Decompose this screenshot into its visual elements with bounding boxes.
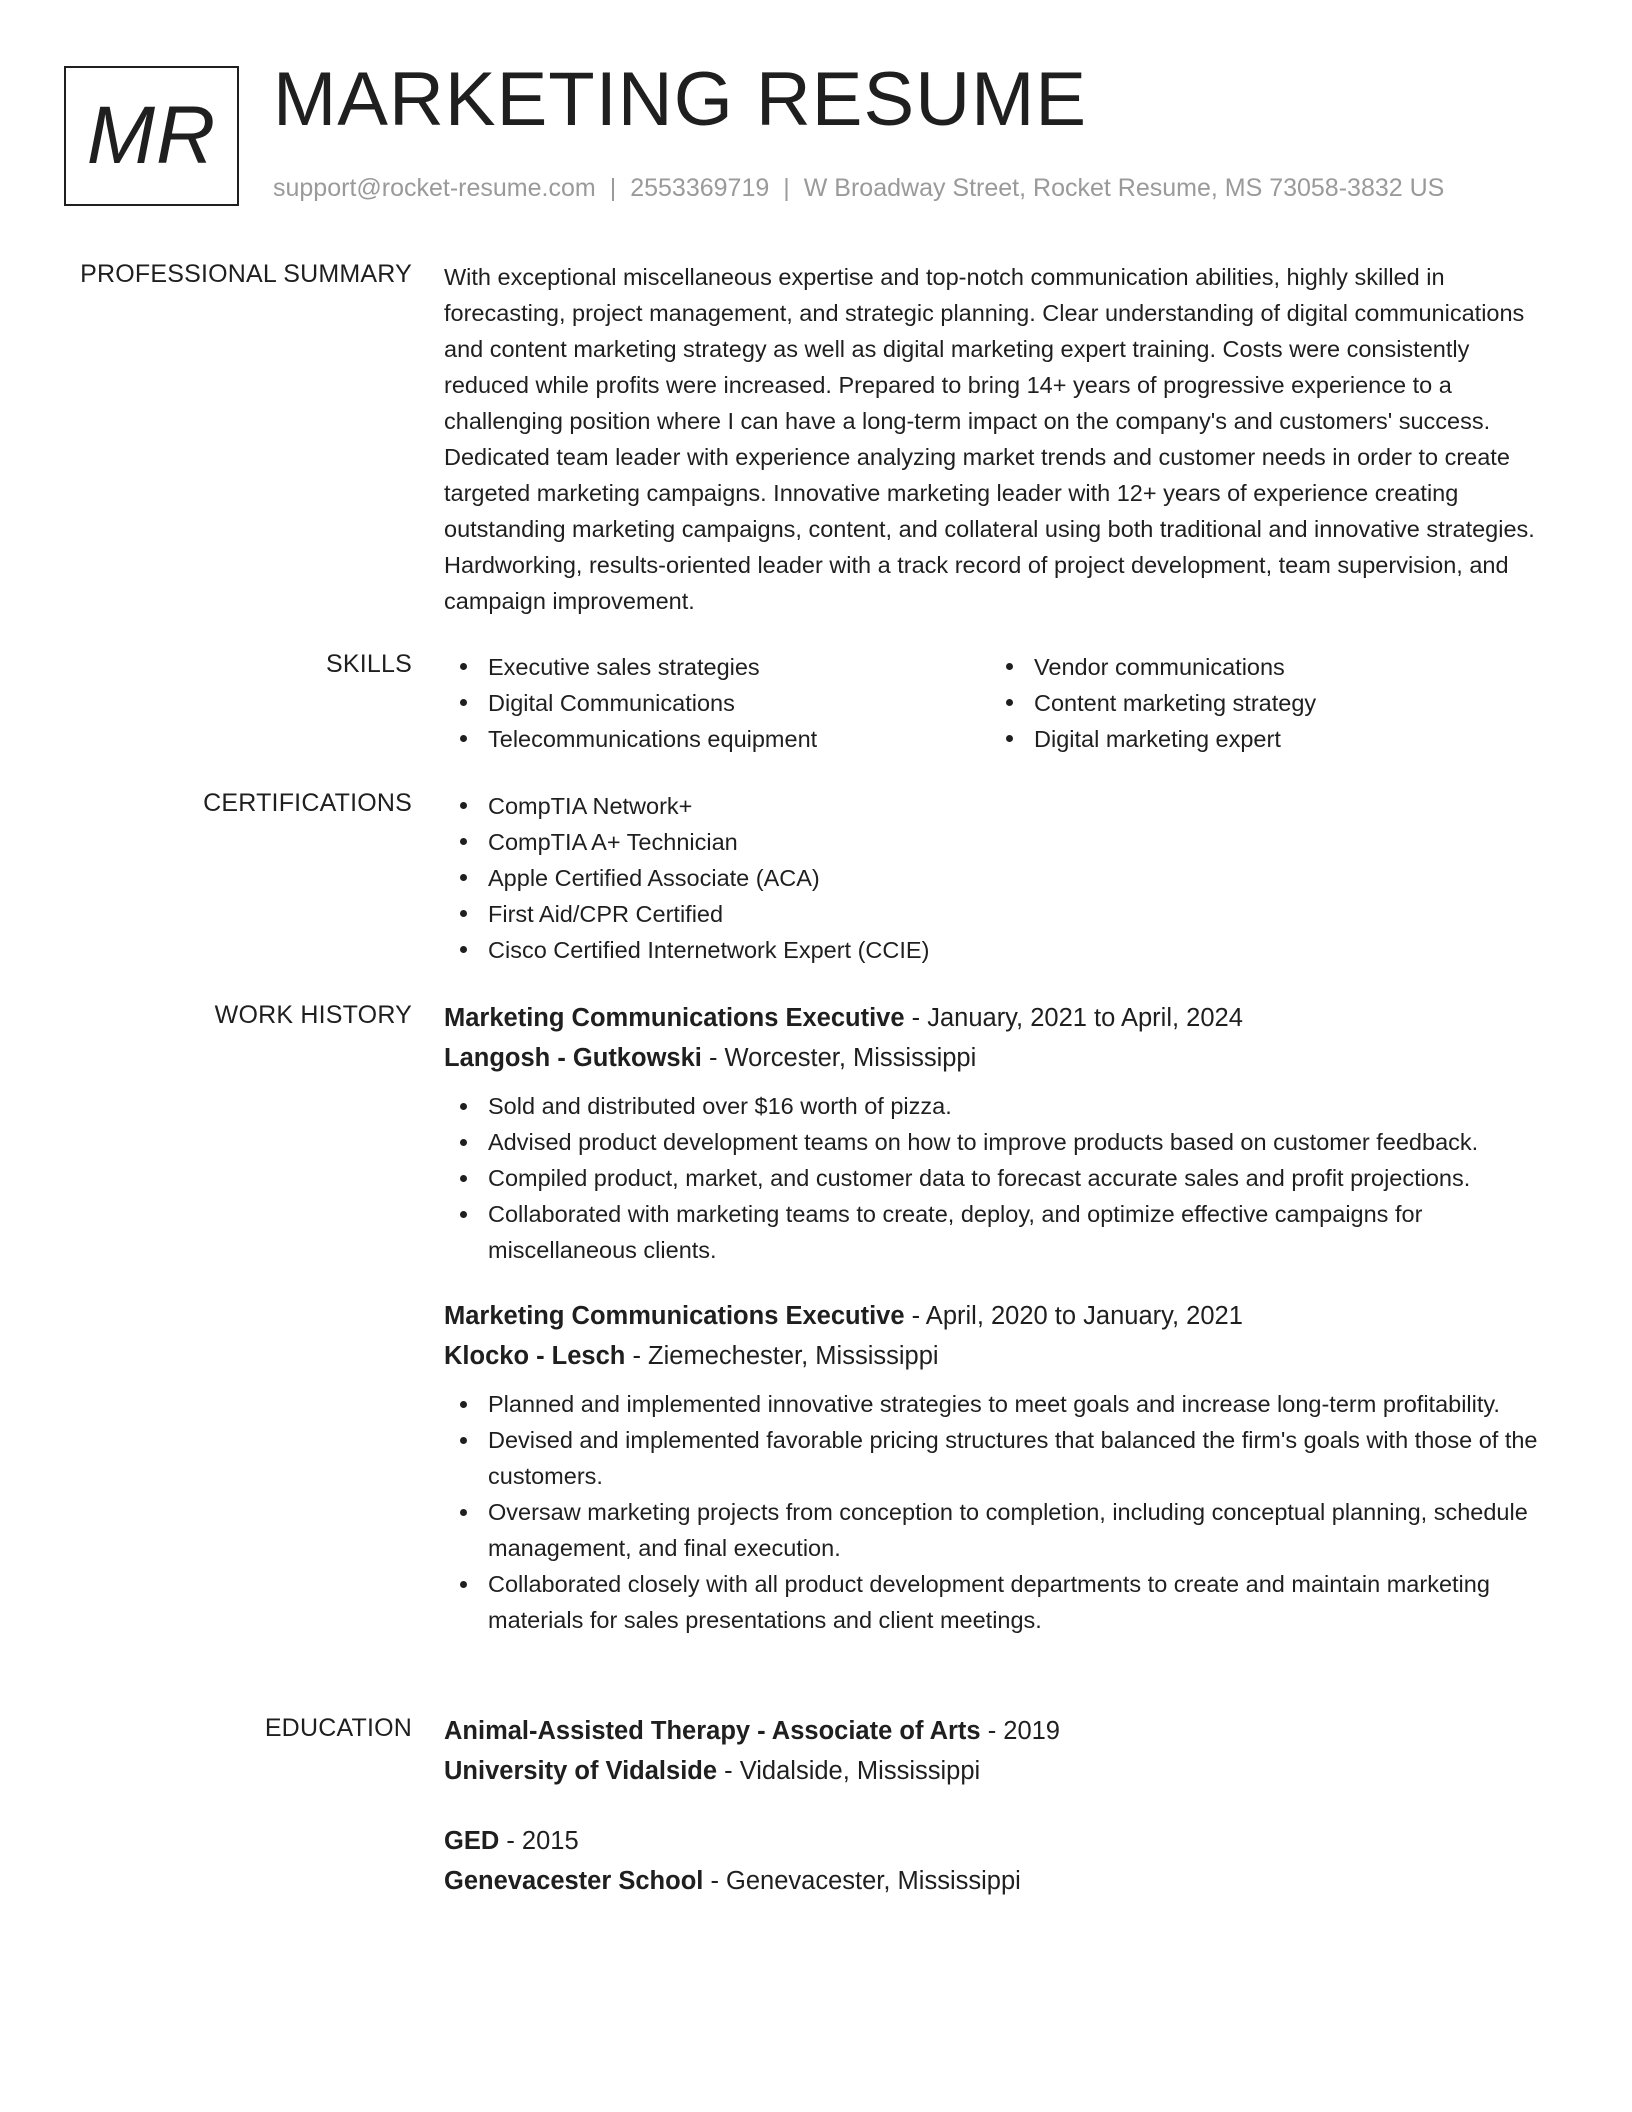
- degree-line: [444, 1821, 1556, 1861]
- list-item: Collaborated closely with all product development departments to create and maintain marketing materials for sales presentations and client meetings.: [444, 1566, 1556, 1638]
- section-heading: EDUCATION: [264, 1714, 412, 1742]
- school-location: - Genevacester, Mississippi: [710, 1867, 1021, 1895]
- job-bullets: [444, 1386, 1556, 1638]
- list-item: Oversaw marketing projects from conception to completion, including conceptual planning, schedule management, and final execution.: [444, 1494, 1556, 1566]
- monogram-initials: MR: [86, 90, 217, 181]
- section-heading: WORK HISTORY: [214, 1001, 412, 1029]
- list-item: Devised and implemented favorable pricing structures that balanced the firm's goals with those of the customers.: [444, 1422, 1556, 1494]
- list-item: Compiled product, market, and customer data to forecast accurate sales and profit projections.: [444, 1160, 1556, 1196]
- school: University of Vidalside: [444, 1757, 718, 1785]
- list-item: First Aid/CPR Certified: [444, 896, 1556, 932]
- section-heading: PROFESSIONAL SUMMARY: [80, 260, 412, 288]
- list-item: Digital Communications: [444, 685, 990, 721]
- job-title-line: [444, 1296, 1556, 1336]
- education-entry: [444, 1821, 1556, 1901]
- section-heading: SKILLS: [326, 650, 412, 678]
- job-location: - Ziemechester, Mississippi: [632, 1342, 939, 1370]
- list-item: Advised product development teams on how to improve products based on customer feedback.: [444, 1124, 1556, 1160]
- graduation-year: - 2019: [987, 1717, 1060, 1745]
- list-item: Cisco Certified Internetwork Expert (CCIE): [444, 932, 1556, 968]
- job-title-line: [444, 998, 1556, 1038]
- job-entry: [444, 1296, 1556, 1638]
- skills-list-left: [444, 649, 990, 757]
- list-item: Sold and distributed over $16 worth of pizza.: [444, 1088, 1556, 1124]
- job-dates: - April, 2020 to January, 2021: [911, 1302, 1243, 1330]
- job-company: Langosh - Gutkowski: [444, 1044, 702, 1072]
- contact-line: [273, 174, 1444, 203]
- skills-list-right: [990, 649, 1536, 757]
- job-title: Marketing Communications Executive: [444, 1302, 905, 1330]
- degree: GED: [444, 1827, 500, 1855]
- summary-text: With exceptional miscellaneous expertise and top-notch communication abilities, highly skilled in forecasting, project management, and strategic planning. Clear understanding of digital communications and content marketing strategy as well as digital marketing expert training. Costs were consistently reduced while profits were increased. Prepared to bring 14+ years of progressive experience to a challenging position where I can have a long-term impact on the company's and customers' success. Dedicated team leader with experience analyzing market trends and customer needs in order to create targeted marketing campaigns. Innovative marketing leader with 12+ years of experience creating outstanding marketing campaigns, content, and collateral using both traditional and innovative strategies. Hardworking, results-oriented leader with a track record of project development, team supervision, and campaign improvement.: [444, 264, 1535, 614]
- certifications-list: [444, 788, 1556, 968]
- job-company-line: [444, 1038, 1556, 1078]
- contact-phone[interactable]: 2553369719: [630, 174, 770, 202]
- contact-separator: |: [783, 174, 790, 202]
- list-item: Executive sales strategies: [444, 649, 990, 685]
- job-location: - Worcester, Mississippi: [708, 1044, 977, 1072]
- job-title: Marketing Communications Executive: [444, 1004, 905, 1032]
- job-company: Klocko - Lesch: [444, 1342, 626, 1370]
- monogram-box: [64, 66, 239, 206]
- school-line: [444, 1751, 1556, 1791]
- job-entry: [444, 998, 1556, 1268]
- job-company-line: [444, 1336, 1556, 1376]
- contact-email[interactable]: support@rocket-resume.com: [273, 174, 596, 202]
- resume-title: MARKETING RESUME: [273, 57, 1088, 142]
- degree: Animal-Assisted Therapy - Associate of Arts: [444, 1717, 981, 1745]
- school: Genevacester School: [444, 1867, 704, 1895]
- job-dates: - January, 2021 to April, 2024: [911, 1004, 1243, 1032]
- list-item: Telecommunications equipment: [444, 721, 990, 757]
- school-location: - Vidalside, Mississippi: [724, 1757, 981, 1785]
- section-heading: CERTIFICATIONS: [203, 789, 412, 817]
- list-item: Vendor communications: [990, 649, 1536, 685]
- degree-line: [444, 1711, 1556, 1751]
- list-item: Collaborated with marketing teams to create, deploy, and optimize effective campaigns for miscellaneous clients.: [444, 1196, 1556, 1268]
- list-item: Apple Certified Associate (ACA): [444, 860, 1556, 896]
- school-line: [444, 1861, 1556, 1901]
- contact-address: W Broadway Street, Rocket Resume, MS 73058-3832 US: [803, 174, 1445, 202]
- list-item: Digital marketing expert: [990, 721, 1536, 757]
- list-item: Planned and implemented innovative strategies to meet goals and increase long-term profitability.: [444, 1386, 1556, 1422]
- list-item: CompTIA Network+: [444, 788, 1556, 824]
- graduation-year: - 2015: [506, 1827, 579, 1855]
- list-item: Content marketing strategy: [990, 685, 1536, 721]
- contact-separator: |: [609, 174, 617, 202]
- education-entry: [444, 1711, 1556, 1791]
- job-bullets: [444, 1088, 1556, 1268]
- list-item: CompTIA A+ Technician: [444, 824, 1556, 860]
